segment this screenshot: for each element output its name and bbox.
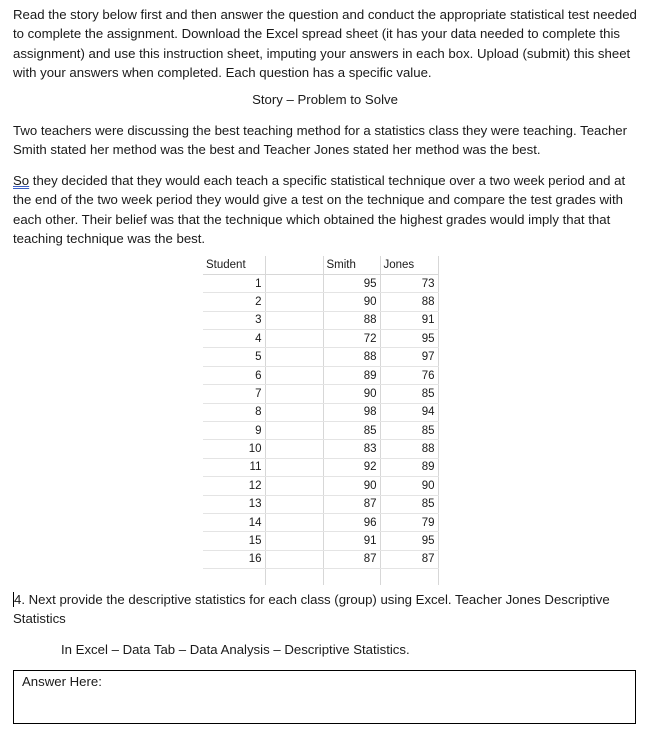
empty-cell (265, 495, 323, 513)
empty-cell (265, 569, 323, 585)
table-row (203, 403, 438, 421)
table-row (203, 293, 438, 311)
empty-cell (265, 458, 323, 476)
table-row (203, 348, 438, 366)
table-header-row (203, 256, 438, 274)
teachers-paragraph: Two teachers were discussing the best teaching method for a statistics class they were teaching. Teacher Smith stated her method was the best and Teacher Jones stated her method was the best. (13, 123, 628, 158)
smith-cell: 85 (323, 422, 380, 440)
empty-cell (265, 293, 323, 311)
question-4-text: 4. Next provide the descriptive statistics for each class (group) using Excel. Teacher Jones Descriptive Statistics (13, 592, 610, 627)
student-cell: 15 (203, 532, 265, 550)
smith-cell: 90 (323, 477, 380, 495)
grades-table (203, 256, 439, 585)
header-student: Student (203, 256, 265, 274)
student-cell: 11 (203, 458, 265, 476)
jones-cell: 89 (380, 458, 438, 476)
excel-instruction: In Excel – Data Tab – Data Analysis – Descriptive Statistics. (61, 642, 410, 657)
jones-cell: 88 (380, 293, 438, 311)
table-row (203, 330, 438, 348)
student-cell: 3 (203, 311, 265, 329)
smith-cell: 88 (323, 348, 380, 366)
table-blank-row (203, 569, 438, 585)
smith-cell: 90 (323, 385, 380, 403)
jones-cell: 79 (380, 513, 438, 531)
student-cell: 4 (203, 330, 265, 348)
empty-cell (265, 513, 323, 531)
student-cell: 16 (203, 550, 265, 568)
empty-cell (323, 569, 380, 585)
empty-cell (380, 569, 438, 585)
smith-cell: 88 (323, 311, 380, 329)
table-row (203, 458, 438, 476)
jones-cell: 95 (380, 532, 438, 550)
smith-cell: 87 (323, 550, 380, 568)
table-row (203, 477, 438, 495)
plan-paragraph (13, 171, 643, 249)
empty-cell (265, 348, 323, 366)
smith-cell: 98 (323, 403, 380, 421)
empty-cell (265, 330, 323, 348)
table-row (203, 440, 438, 458)
jones-cell: 85 (380, 495, 438, 513)
smith-cell: 89 (323, 366, 380, 384)
table-row (203, 550, 438, 568)
jones-cell: 94 (380, 403, 438, 421)
student-cell: 14 (203, 513, 265, 531)
table-row (203, 422, 438, 440)
smith-cell: 92 (323, 458, 380, 476)
student-cell: 7 (203, 385, 265, 403)
story-heading: Story – Problem to Solve (252, 92, 398, 107)
student-cell: 1 (203, 274, 265, 292)
jones-cell: 87 (380, 550, 438, 568)
jones-cell: 90 (380, 477, 438, 495)
table-row (203, 274, 438, 292)
jones-cell: 85 (380, 385, 438, 403)
jones-cell: 91 (380, 311, 438, 329)
header-jones: Jones (380, 256, 438, 274)
smith-cell: 87 (323, 495, 380, 513)
intro-paragraph: Read the story below first and then answer the question and conduct the appropriate statistical test needed to complete the assignment. Download the Excel spread sheet (it has your data needed to complete this assignment) and use this instruction sheet, imputing your answers in each box. Upload (submit) this sheet with your answers when completed. Each question has a specific value. (13, 7, 637, 81)
jones-cell: 95 (380, 330, 438, 348)
empty-cell (265, 311, 323, 329)
table-row (203, 532, 438, 550)
jones-cell: 97 (380, 348, 438, 366)
student-cell: 5 (203, 348, 265, 366)
empty-cell (265, 532, 323, 550)
student-cell: 8 (203, 403, 265, 421)
spellcheck-word-so: So (13, 173, 30, 188)
table-row (203, 513, 438, 531)
smith-cell: 90 (323, 293, 380, 311)
smith-cell: 96 (323, 513, 380, 531)
header-smith: Smith (323, 256, 380, 274)
answer-box[interactable] (13, 670, 636, 724)
table-row (203, 385, 438, 403)
jones-cell: 73 (380, 274, 438, 292)
empty-cell (265, 550, 323, 568)
empty-cell (203, 569, 265, 585)
empty-cell (265, 385, 323, 403)
table-row (203, 311, 438, 329)
empty-cell (265, 440, 323, 458)
empty-cell (265, 403, 323, 421)
student-cell: 9 (203, 422, 265, 440)
smith-cell: 95 (323, 274, 380, 292)
student-cell: 10 (203, 440, 265, 458)
table-row (203, 495, 438, 513)
jones-cell: 88 (380, 440, 438, 458)
student-cell: 13 (203, 495, 265, 513)
table-row (203, 366, 438, 384)
smith-cell: 72 (323, 330, 380, 348)
question-4 (13, 590, 643, 629)
header-blank (265, 256, 323, 274)
empty-cell (265, 366, 323, 384)
answer-label: Answer Here: (22, 674, 102, 689)
grades-table-body (203, 274, 438, 584)
empty-cell (265, 422, 323, 440)
jones-cell: 76 (380, 366, 438, 384)
jones-cell: 85 (380, 422, 438, 440)
empty-cell (265, 274, 323, 292)
student-cell: 12 (203, 477, 265, 495)
student-cell: 6 (203, 366, 265, 384)
smith-cell: 83 (323, 440, 380, 458)
empty-cell (265, 477, 323, 495)
plan-paragraph-text: they decided that they would each teach a specific statistical technique over a two week period and at the end of the two week period they would give a test on the technique and compare the test grades with each other. Their belief was that the technique which obtained the highest grades would imply that that teaching technique was the best. (13, 173, 626, 247)
smith-cell: 91 (323, 532, 380, 550)
student-cell: 2 (203, 293, 265, 311)
